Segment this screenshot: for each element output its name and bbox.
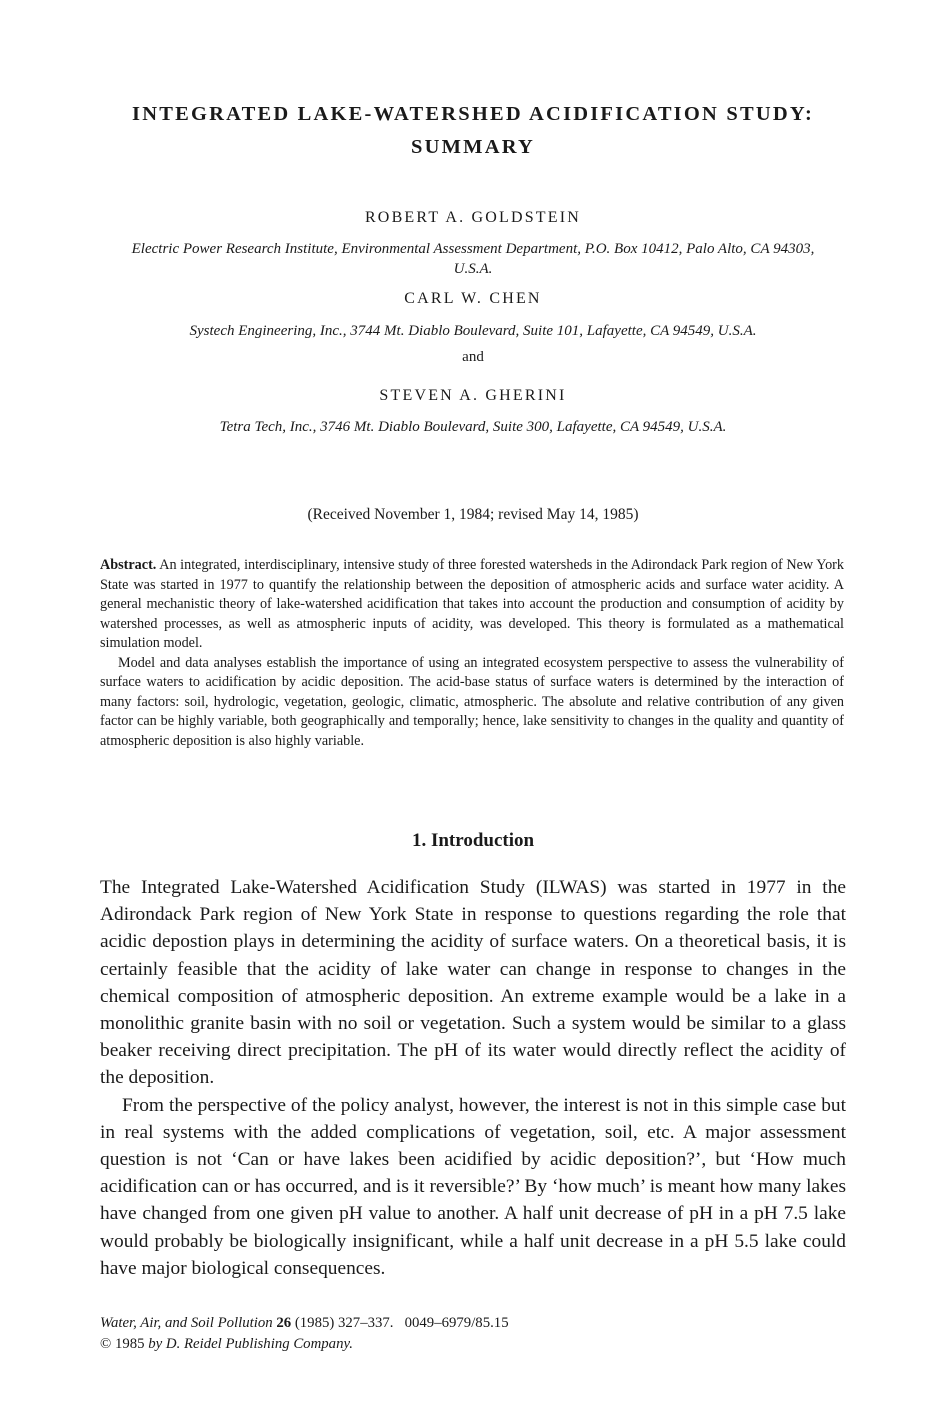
journal-name: Water, Air, and Soil Pollution bbox=[100, 1315, 273, 1331]
abstract-paragraph-1 bbox=[100, 556, 844, 654]
citation-line bbox=[100, 1313, 509, 1334]
author-conjunction: and bbox=[462, 349, 484, 365]
introduction-paragraph-2: From the perspective of the policy analyst, however, the interest is not in this simple case but in real systems with the added complications of vegetation, soil, etc. A major assessment question is not ‘Can or have lakes been acidified by acidic deposition?’, but ‘How much acidification can or has occurred, and is it reversible?’ By ‘how much’ is meant how many lakes have changed from one given pH value to another. A half unit decrease of pH in a pH 7.5 lake would probably be biologically insignificant, while a half unit decrease in a pH 5.5 lake could have major biological consequences. bbox=[100, 1094, 846, 1279]
author-affiliation-1 bbox=[80, 239, 866, 279]
introduction-body bbox=[100, 874, 846, 1282]
author-name-2: CARL W. CHEN bbox=[404, 290, 542, 307]
journal-year-pages: (1985) 327–337. bbox=[294, 1315, 394, 1331]
copyright-symbol: © bbox=[100, 1336, 112, 1352]
journal-issn: 0049–6979/85.15 bbox=[404, 1315, 509, 1331]
author-name-3: STEVEN A. GHERINI bbox=[379, 387, 567, 404]
paper-title bbox=[60, 98, 886, 164]
publisher-name: by D. Reidel Publishing Company. bbox=[148, 1336, 353, 1352]
title-line-2: SUMMARY bbox=[411, 136, 535, 158]
journal-volume: 26 bbox=[276, 1315, 292, 1331]
abstract-paragraph-2: Model and data analyses establish the importance of using an integrated ecosystem perspective to assess the vulnerability of surface waters to acidification by acidic deposition. The acid-base status of surface waters is determined by the interaction of many factors: soil, hydrologic, vegetation, geologic, climatic, atmospheric. The absolute and relative contribution of any given factor can be highly variable, both geographically and temporally; hence, lake sensitivity to changes in the quality and quantity of atmospheric deposition is also highly variable. bbox=[100, 654, 844, 749]
introduction-paragraph-1: The Integrated Lake-Watershed Acidification Study (ILWAS) was started in 1977 in the Adirondack Park region of New York State in response to questions regarding the role that acidic depostion plays in determining the acidity of surface waters. On a theoretical basis, it is certainly feasible that the acidity of lake water can change in response to changes in the chemical composition of atmospheric deposition. An extreme example would be a lake in a monolithic granite basin with no soil or vegetation. Such a system would be similar to a glass beaker receiving direct precipitation. The pH of its water would directly reflect the acidity of the deposition. bbox=[100, 877, 846, 1089]
author-name-1: ROBERT A. GOLDSTEIN bbox=[364, 209, 582, 226]
affiliation-1-line-1: Electric Power Research Institute, Environmental Assessment Department, P.O. Box 10412, Palo Alto, CA 94303, bbox=[131, 241, 815, 257]
copyright-year: 1985 bbox=[114, 1336, 145, 1352]
author-affiliation-2: Systech Engineering, Inc., 3744 Mt. Diablo Boulevard, Suite 101, Lafayette, CA 94549, U.S.A. bbox=[189, 323, 757, 339]
section-heading-introduction: 1. Introduction bbox=[411, 830, 535, 851]
copyright-line bbox=[100, 1334, 509, 1355]
affiliation-1-line-2: U.S.A. bbox=[453, 261, 493, 277]
citation-footer bbox=[100, 1313, 509, 1355]
abstract-text-1: An integrated, interdisciplinary, intensive study of three forested watersheds in the Adirondack Park region of New York State was started in 1977 to quantify the relationship between the deposition of atmospheric acids and surface water acidity. A general mechanistic theory of lake-watershed acidification that takes into account the production and consumption of acidity by watershed processes, as well as atmospheric inputs of acidity, was developed. This theory is formulated as a mathematical simulation model. bbox=[100, 557, 844, 651]
abstract bbox=[100, 556, 844, 751]
received-dates: (Received November 1, 1984; revised May 14, 1985) bbox=[307, 506, 639, 523]
author-affiliation-3: Tetra Tech, Inc., 3746 Mt. Diablo Boulevard, Suite 300, Lafayette, CA 94549, U.S.A. bbox=[219, 419, 727, 435]
abstract-label: Abstract. bbox=[100, 557, 157, 573]
title-line-1: INTEGRATED LAKE-WATERSHED ACIDIFICATION STUDY: bbox=[132, 103, 814, 125]
